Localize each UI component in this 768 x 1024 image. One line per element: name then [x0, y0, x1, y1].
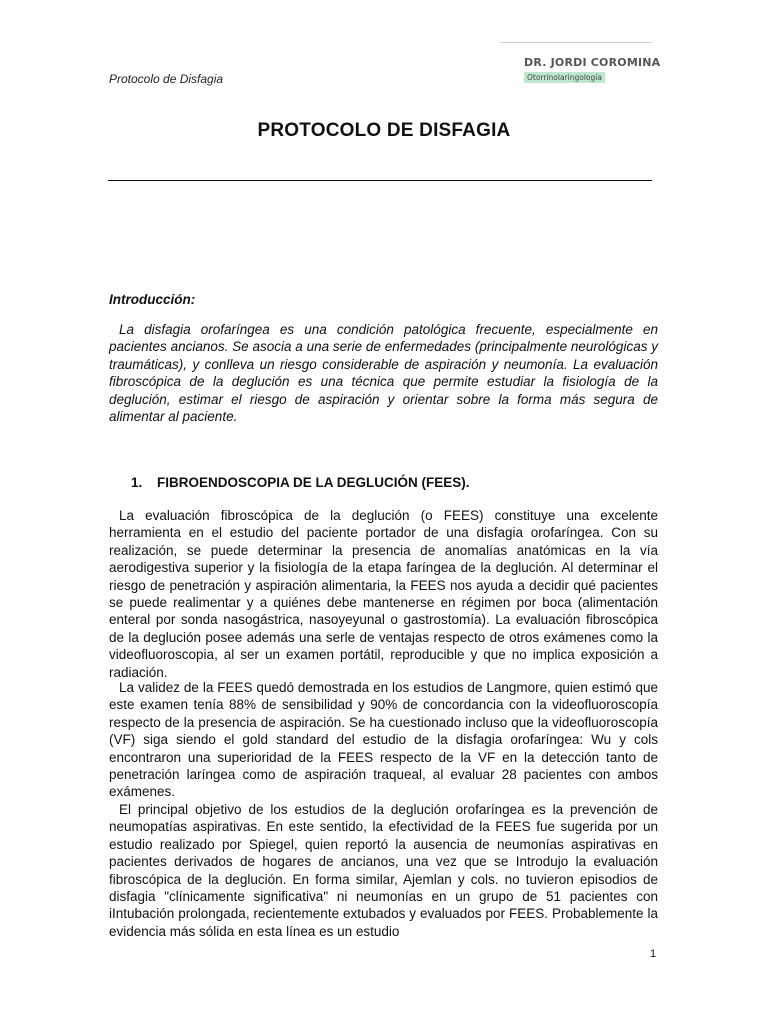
running-header-title: Protocolo de Disfagia [109, 72, 224, 86]
brand-logo [500, 42, 661, 82]
paragraph-text: La validez de la FEES quedó demostrada en los estudios de Langmore, quien estimó que este examen tenía 88% de sensibilidad y 90% de concordancia con la videofluoroscopía respecto de la presencia de aspiración. Se ha cuestionado incluso que la videofluoroscopía (VF) siga siendo el gold standard del estudio de la disfagia orofaríngea: Wu y cols encontraron una superioridad de la FEES respecto de la VF en la detección tanto de penetración laríngea como de aspiración traqueal, al evaluar 28 pacientes con ambos exámenes. [109, 680, 658, 800]
section-number: 1. [131, 475, 143, 490]
paragraph-text: La evaluación fibroscópica de la deglución (o FEES) constituye una excelente herramienta en el estudio del paciente portador de una disfagia orofaríngea. Con su realización, se puede determinar la presencia de anomalías anatómicas en la vía aerodigestiva superior y la fisiología de la etapa faríngea de la deglución. Al determinar el riesgo de penetración y aspiración alimentaria, la FEES nos ayuda a decidir qué pacientes se puede realimentar y a quiénes debe mantenerse en régimen por boca (alimentación enteral por sonda nasogástrica, nasoyeyunal o gastrostomía). La evaluación fibroscópica de la deglución posee además una serle de ventajas respecto de otros exámenes como la videofluoroscopia, al ser un examen portátil, reproducible y que no implica exposición a radiación. [109, 508, 658, 680]
brand-divider [500, 42, 652, 43]
intro-heading: Introducción: [109, 292, 196, 307]
body-paragraph-3 [109, 801, 658, 940]
section-heading-fees [131, 475, 470, 490]
intro-paragraph [109, 321, 658, 425]
body-paragraph-2 [109, 679, 658, 801]
body-paragraph-1 [109, 507, 658, 681]
page-number: 1 [650, 948, 657, 960]
paragraph-text: El principal objetivo de los estudios de la deglución orofaríngea es la prevención de neumopatías aspirativas. En este sentido, la efectividad de la FEES fue sugerida por un estudio realizado por Spiegel, quien reportó la ausencia de neumonías aspirativas en pacientes derivados de hogares de ancianos, una vez que se Introdujo la evaluación fibroscópica de la deglución. En forma similar, Ajemlan y cols. no tuvieron episodios de disfagia "clínicamente significativa" ni neumonías en un grupo de 51 pacientes con iIntubación prolongada, recientemente extubados y evaluados por FEES. Probablemente la evidencia más sólida en esta línea es un estudio [109, 802, 658, 939]
document-title: PROTOCOLO DE DISFAGIA [257, 120, 511, 141]
brand-name: DR. JORDI COROMINA [524, 56, 661, 69]
brand-specialty-badge: Otorrinolaringología [524, 72, 605, 83]
section-title: FIBROENDOSCOPIA DE LA DEGLUCIÓN (FEES). [157, 475, 470, 490]
title-divider [108, 180, 652, 181]
intro-text: La disfagia orofaríngea es una condición patológica frecuente, especialmente en pacientes ancianos. Se asocia a una serie de enfermedades (principalmente neurológicas y traumáticas), y conlleva un riesgo considerable de aspiración y neumonía. La evaluación fibroscópica de la deglución es una técnica que permite estudiar la fisiología de la deglución, estimar el riesgo de aspiración y orientar sobre la forma más segura de alimentar al paciente. [109, 322, 658, 425]
